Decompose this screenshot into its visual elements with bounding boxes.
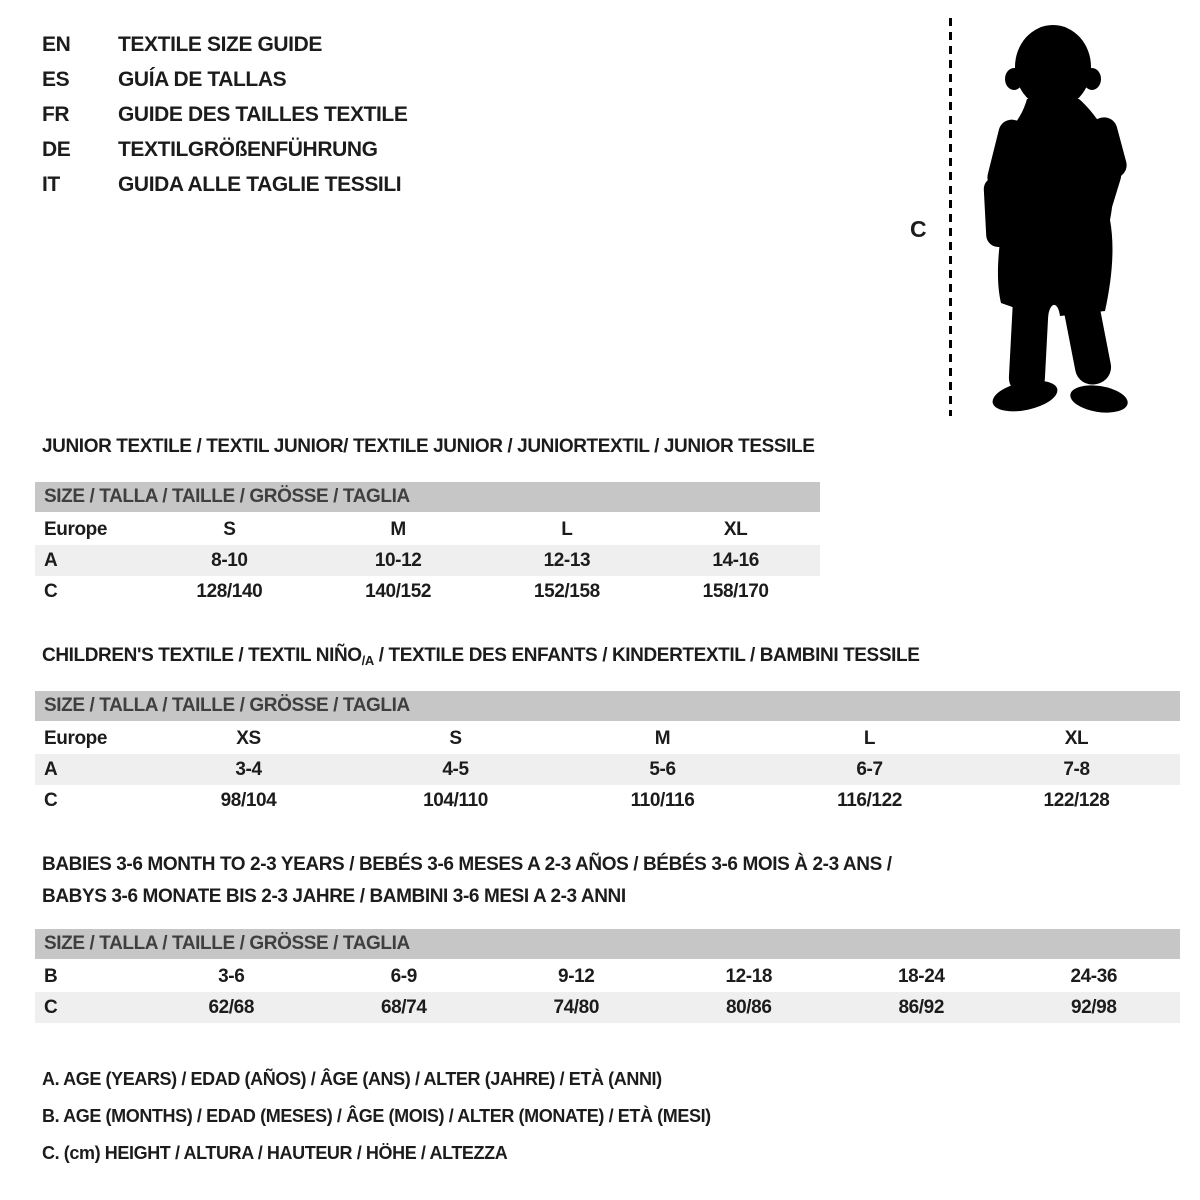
height-measure-label: C xyxy=(910,216,927,242)
table-cell: 18-24 xyxy=(897,965,945,987)
table-header-row xyxy=(35,691,1180,723)
size-header-bar: SIZE / TALLA / TAILLE / GRÖSSE / TAGLIA xyxy=(35,482,820,514)
table-cell: 110/116 xyxy=(630,789,695,811)
lang-row-de xyxy=(42,139,407,161)
table-cell: 74/80 xyxy=(490,992,663,1023)
table-cell: XS xyxy=(236,727,261,749)
legend-line-a: A. AGE (YEARS) / EDAD (AÑOS) / ÂGE (ANS) / ALTER (JAHRE) / ETÀ (ANNI) xyxy=(42,1069,662,1089)
table-cell: M xyxy=(654,727,671,749)
table-cell: M xyxy=(390,518,406,540)
children-heading-sub: /A xyxy=(361,653,374,668)
row-label: C xyxy=(35,992,145,1023)
table-row-age xyxy=(35,754,1180,785)
table-cell: 98/104 xyxy=(220,789,277,811)
table-cell: 7-8 xyxy=(973,754,1180,785)
legend xyxy=(42,1068,711,1179)
lang-title: GUÍA DE TALLAS xyxy=(118,68,287,91)
table-cell: L xyxy=(561,518,573,540)
table-cell: 86/92 xyxy=(835,992,1008,1023)
table-header-row xyxy=(35,482,820,514)
table-cell: 152/158 xyxy=(533,580,600,602)
lang-title: TEXTILE SIZE GUIDE xyxy=(118,33,322,56)
table-row-age xyxy=(35,545,820,576)
table-cell: 62/68 xyxy=(145,992,318,1023)
legend-line-c: C. (cm) HEIGHT / ALTURA / HAUTEUR / HÖHE / ALTEZZA xyxy=(42,1143,508,1163)
table-row-months xyxy=(35,961,1180,992)
children-size-table xyxy=(35,691,1180,816)
table-cell: 9-12 xyxy=(558,965,595,987)
table-cell: XL xyxy=(723,518,748,540)
babies-heading-line1: BABIES 3-6 MONTH TO 2-3 YEARS / BEBÉS 3-6 MESES A 2-3 AÑOS / BÉBÉS 3-6 MOIS À 2-3 ANS / xyxy=(42,854,892,875)
lang-row-it xyxy=(42,174,407,196)
babies-section-heading-line2 xyxy=(42,886,626,907)
lang-code: FR xyxy=(42,103,70,126)
table-cell: 12-18 xyxy=(725,965,773,987)
lang-row-es xyxy=(42,69,407,91)
table-header-row xyxy=(35,929,1180,961)
lang-title: GUIDA ALLE TAGLIE TESSILI xyxy=(118,173,402,196)
children-heading-pre: CHILDREN'S TEXTILE / TEXTIL NIÑO xyxy=(42,645,362,666)
table-cell: 5-6 xyxy=(559,754,766,785)
table-row-height xyxy=(35,785,1180,816)
lang-title: GUIDE DES TAILLES TEXTILE xyxy=(118,103,408,126)
babies-section-heading-line1 xyxy=(42,854,892,875)
lang-code: IT xyxy=(42,173,60,196)
size-header-bar: SIZE / TALLA / TAILLE / GRÖSSE / TAGLIA xyxy=(35,929,1180,961)
height-measure-line xyxy=(949,18,952,416)
language-title-block xyxy=(42,34,407,209)
lang-row-en xyxy=(42,34,407,56)
table-cell: S xyxy=(449,727,462,749)
table-cell: 92/98 xyxy=(1008,992,1181,1023)
lang-code: ES xyxy=(42,68,70,91)
table-cell: 10-12 xyxy=(314,545,483,576)
junior-size-table xyxy=(35,482,820,607)
table-cell: XL xyxy=(1064,727,1089,749)
row-label: A xyxy=(35,754,145,785)
row-label: C xyxy=(44,580,58,602)
table-cell: 116/122 xyxy=(837,789,902,811)
table-cell: 80/86 xyxy=(663,992,836,1023)
children-heading-post: / TEXTILE DES ENFANTS / KINDERTEXTIL / BAMBINI TESSILE xyxy=(373,645,920,666)
lang-row-fr xyxy=(42,104,407,126)
junior-heading-text: JUNIOR TEXTILE / TEXTIL JUNIOR/ TEXTILE JUNIOR / JUNIORTEXTIL / JUNIOR TESSILE xyxy=(42,436,815,457)
table-cell: 3-4 xyxy=(145,754,352,785)
row-label: B xyxy=(44,965,58,987)
table-cell: 158/170 xyxy=(702,580,769,602)
table-cell: 4-5 xyxy=(352,754,559,785)
table-row-europe xyxy=(35,723,1180,754)
table-row-height xyxy=(35,992,1180,1023)
table-cell: 12-13 xyxy=(483,545,652,576)
table-cell: 104/110 xyxy=(423,789,488,811)
table-cell: S xyxy=(223,518,236,540)
toddler-silhouette-icon xyxy=(965,15,1137,415)
table-row-height xyxy=(35,576,820,607)
lang-code: EN xyxy=(42,33,71,56)
table-cell: 24-36 xyxy=(1070,965,1118,987)
size-header-bar: SIZE / TALLA / TAILLE / GRÖSSE / TAGLIA xyxy=(35,691,1180,723)
babies-heading-line2: BABYS 3-6 MONATE BIS 2-3 JAHRE / BAMBINI 3-6 MESI A 2-3 ANNI xyxy=(42,886,626,907)
children-section-heading xyxy=(42,645,919,671)
table-cell: 128/140 xyxy=(196,580,263,602)
row-label: Europe xyxy=(44,518,108,540)
row-label: A xyxy=(35,545,145,576)
junior-section-heading xyxy=(42,436,815,457)
table-cell: 68/74 xyxy=(318,992,491,1023)
lang-title: TEXTILGRÖßENFÜHRUNG xyxy=(118,138,378,161)
legend-line-b: B. AGE (MONTHS) / EDAD (MESES) / ÂGE (MOIS) / ALTER (MONATE) / ETÀ (MESI) xyxy=(42,1106,711,1126)
babies-size-table xyxy=(35,929,1180,1023)
table-cell: 6-9 xyxy=(390,965,417,987)
table-cell: 140/152 xyxy=(365,580,432,602)
table-cell: 14-16 xyxy=(651,545,820,576)
table-cell: 122/128 xyxy=(1043,789,1110,811)
lang-code: DE xyxy=(42,138,71,161)
table-cell: L xyxy=(863,727,876,749)
table-cell: 8-10 xyxy=(145,545,314,576)
row-label: Europe xyxy=(44,727,108,749)
table-cell: 6-7 xyxy=(766,754,973,785)
row-label: C xyxy=(44,789,58,811)
table-row-europe xyxy=(35,514,820,545)
table-cell: 3-6 xyxy=(218,965,245,987)
